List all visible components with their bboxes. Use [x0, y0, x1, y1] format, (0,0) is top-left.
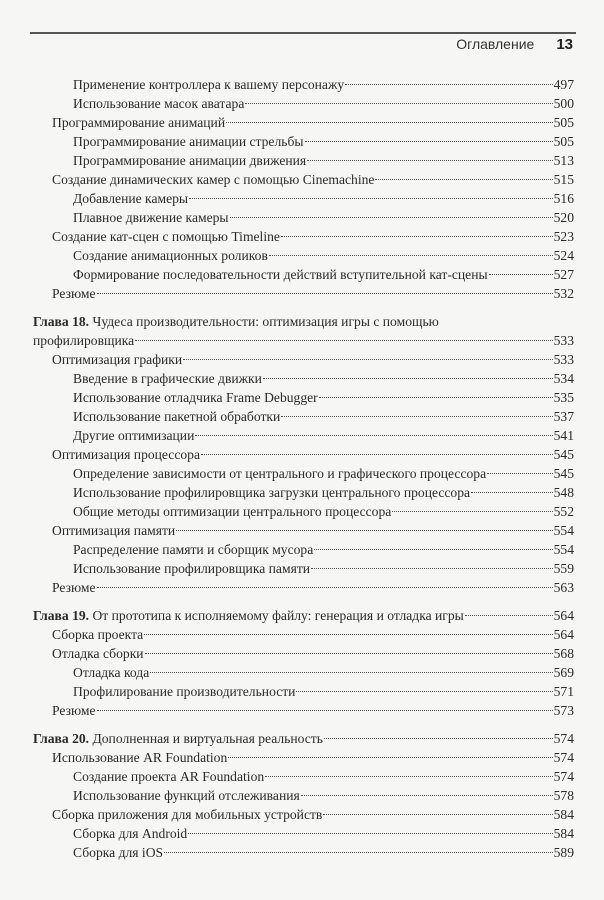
- chapter-heading-text: [33, 606, 464, 625]
- toc-entry[interactable]: [33, 682, 574, 701]
- toc-entry[interactable]: [33, 540, 574, 559]
- dot-leader: [265, 776, 552, 777]
- entry-title: Резюме: [52, 286, 96, 301]
- dot-leader: [296, 691, 552, 692]
- entry-page: 541: [553, 428, 574, 443]
- toc-entry[interactable]: [33, 208, 574, 227]
- chapter-title: Чудеса производительности: оптимизация игры с помощью: [92, 314, 439, 329]
- entry-title: Профилирование производительности: [73, 684, 296, 699]
- toc-entry[interactable]: [33, 94, 574, 113]
- chapter-label: Глава 20.: [33, 731, 90, 746]
- toc-entry[interactable]: [33, 824, 574, 843]
- entry-page: 552: [553, 504, 574, 519]
- entry-title: Формирование последовательности действий вступительной кат-сцены: [73, 267, 488, 282]
- entry-title: Добавление камеры: [73, 191, 189, 206]
- entry-page: 589: [553, 845, 574, 860]
- toc-entry[interactable]: [33, 388, 574, 407]
- dot-leader: [145, 653, 553, 654]
- header-rule: [30, 32, 576, 34]
- toc-section: [33, 312, 574, 597]
- entry-title: Программирование анимации стрельбы: [73, 134, 304, 149]
- dot-leader: [97, 710, 553, 711]
- dot-leader: [195, 435, 552, 436]
- dot-leader: [269, 255, 553, 256]
- entry-page: 520: [553, 210, 574, 225]
- entry-page: 548: [553, 485, 574, 500]
- entry-title: Сборка приложения для мобильных устройств: [52, 807, 323, 822]
- dot-leader: [305, 141, 553, 142]
- entry-page: 564: [553, 627, 574, 642]
- chapter-heading[interactable]: [33, 312, 574, 331]
- dot-leader: [150, 672, 552, 673]
- entry-title: Распределение памяти и сборщик мусора: [73, 542, 314, 557]
- entry-title: Использование функций отслеживания: [73, 788, 300, 803]
- table-of-contents: [33, 75, 574, 871]
- entry-title: Создание динамических камер с помощью Cinemachine: [52, 172, 375, 187]
- toc-entry[interactable]: [33, 521, 574, 540]
- entry-page: 584: [553, 807, 574, 822]
- dot-leader: [226, 122, 553, 123]
- toc-entry[interactable]: [33, 284, 574, 303]
- toc-entry[interactable]: [33, 426, 574, 445]
- dot-leader: [465, 615, 553, 616]
- chapter-title: Дополненная и виртуальная реальность: [92, 731, 323, 746]
- entry-page: 578: [553, 788, 574, 803]
- toc-entry[interactable]: [33, 189, 574, 208]
- entry-page: 523: [553, 229, 574, 244]
- toc-section: [33, 606, 574, 720]
- entry-page: 532: [553, 286, 574, 301]
- toc-entry[interactable]: [33, 113, 574, 132]
- dot-leader: [489, 274, 553, 275]
- chapter-title-cont: профилировщика: [33, 333, 135, 348]
- entry-title: Использование профилировщика памяти: [73, 561, 311, 576]
- toc-entry[interactable]: [33, 748, 574, 767]
- dot-leader: [230, 217, 553, 218]
- entry-title: Резюме: [52, 703, 96, 718]
- running-head-title: Оглавление: [456, 36, 535, 52]
- entry-title: Использование AR Foundation: [52, 750, 228, 765]
- entry-title: Определение зависимости от центрального и графического процессора: [73, 466, 487, 481]
- chapter-page: 574: [553, 731, 574, 746]
- toc-entry[interactable]: [33, 502, 574, 521]
- dot-leader: [183, 359, 552, 360]
- toc-entry[interactable]: [33, 663, 574, 682]
- entry-page: 527: [553, 267, 574, 282]
- toc-entry[interactable]: [33, 369, 574, 388]
- entry-page: 505: [553, 134, 574, 149]
- entry-title: Программирование анимации движения: [73, 153, 307, 168]
- dot-leader: [144, 634, 552, 635]
- entry-title: Другие оптимизации: [73, 428, 195, 443]
- toc-entry[interactable]: [33, 407, 574, 426]
- chapter-heading[interactable]: [33, 729, 574, 748]
- entry-page: 554: [553, 542, 574, 557]
- toc-entry[interactable]: [33, 805, 574, 824]
- toc-entry[interactable]: [33, 701, 574, 720]
- entry-page: 545: [553, 466, 574, 481]
- entry-title: Оптимизация памяти: [52, 523, 176, 538]
- entry-title: Использование отладчика Frame Debugger: [73, 390, 318, 405]
- dot-leader: [311, 568, 553, 569]
- toc-section: [33, 75, 574, 303]
- dot-leader: [188, 833, 552, 834]
- entry-page: 537: [553, 409, 574, 424]
- entry-page: 574: [553, 750, 574, 765]
- toc-entry[interactable]: [33, 350, 574, 369]
- entry-page: 513: [553, 153, 574, 168]
- entry-title: Создание проекта AR Foundation: [73, 769, 265, 784]
- entry-title: Отладка кода: [73, 665, 150, 680]
- entry-page: 533: [553, 352, 574, 367]
- entry-page: 554: [553, 523, 574, 538]
- chapter-page: 533: [553, 333, 574, 348]
- entry-title: Использование пакетной обработки: [73, 409, 281, 424]
- entry-page: 569: [553, 665, 574, 680]
- dot-leader: [392, 511, 552, 512]
- entry-page: 559: [553, 561, 574, 576]
- entry-title: Сборка для iOS: [73, 845, 164, 860]
- dot-leader: [97, 587, 553, 588]
- dot-leader: [281, 416, 552, 417]
- chapter-heading[interactable]: [33, 606, 574, 625]
- entry-title: Использование профилировщика загрузки центрального процессора: [73, 485, 471, 500]
- dot-leader: [176, 530, 552, 531]
- entry-page: 515: [553, 172, 574, 187]
- chapter-title: От прототипа к исполняемому файлу: генерация и отладка игры: [92, 608, 464, 623]
- dot-leader: [97, 293, 553, 294]
- toc-entry[interactable]: [33, 445, 574, 464]
- entry-page: 584: [553, 826, 574, 841]
- toc-entry[interactable]: [33, 75, 574, 94]
- page-number: 13: [556, 36, 573, 53]
- entry-page: 516: [553, 191, 574, 206]
- toc-entry[interactable]: [33, 151, 574, 170]
- dot-leader: [135, 340, 552, 341]
- dot-leader: [301, 795, 553, 796]
- toc-section: [33, 729, 574, 862]
- entry-title: Общие методы оптимизации центрального процессора: [73, 504, 392, 519]
- entry-page: 545: [553, 447, 574, 462]
- entry-page: 535: [553, 390, 574, 405]
- toc-entry[interactable]: [33, 464, 574, 483]
- chapter-heading-cont[interactable]: [33, 331, 574, 350]
- entry-page: 505: [553, 115, 574, 130]
- toc-entry[interactable]: [33, 578, 574, 597]
- entry-title: Оптимизация процессора: [52, 447, 200, 462]
- toc-entry[interactable]: [33, 246, 574, 265]
- toc-entry[interactable]: [33, 843, 574, 862]
- entry-page: 563: [553, 580, 574, 595]
- entry-title: Создание анимационных роликов: [73, 248, 268, 263]
- toc-entry[interactable]: [33, 265, 574, 284]
- running-head: [456, 36, 573, 53]
- entry-title: Введение в графические движки: [73, 371, 262, 386]
- entry-page: 574: [553, 769, 574, 784]
- toc-entry[interactable]: [33, 786, 574, 805]
- dot-leader: [487, 473, 552, 474]
- entry-title: Отладка сборки: [52, 646, 144, 661]
- chapter-label: Глава 18.: [33, 314, 90, 329]
- dot-leader: [228, 757, 552, 758]
- dot-leader: [245, 103, 552, 104]
- entry-title: Плавное движение камеры: [73, 210, 229, 225]
- chapter-label: Глава 19.: [33, 608, 90, 623]
- dot-leader: [201, 454, 553, 455]
- dot-leader: [307, 160, 552, 161]
- dot-leader: [281, 236, 553, 237]
- dot-leader: [324, 738, 553, 739]
- dot-leader: [263, 378, 553, 379]
- entry-title: Оптимизация графики: [52, 352, 183, 367]
- dot-leader: [319, 397, 553, 398]
- entry-page: 573: [553, 703, 574, 718]
- entry-page: 571: [553, 684, 574, 699]
- entry-title: Резюме: [52, 580, 96, 595]
- dot-leader: [164, 852, 553, 853]
- entry-title: Использование масок аватара: [73, 96, 245, 111]
- entry-page: 524: [553, 248, 574, 263]
- dot-leader: [471, 492, 553, 493]
- toc-entry[interactable]: [33, 767, 574, 786]
- toc-entry[interactable]: [33, 170, 574, 189]
- dot-leader: [189, 198, 553, 199]
- entry-title: Создание кат-сцен с помощью Timeline: [52, 229, 280, 244]
- toc-entry[interactable]: [33, 132, 574, 151]
- toc-entry[interactable]: [33, 483, 574, 502]
- toc-entry[interactable]: [33, 644, 574, 663]
- toc-entry[interactable]: [33, 625, 574, 644]
- entry-page: 568: [553, 646, 574, 661]
- dot-leader: [314, 549, 552, 550]
- entry-title: Сборка проекта: [52, 627, 144, 642]
- entry-page: 500: [553, 96, 574, 111]
- dot-leader: [323, 814, 552, 815]
- entry-title: Сборка для Android: [73, 826, 188, 841]
- toc-entry[interactable]: [33, 227, 574, 246]
- toc-entry[interactable]: [33, 559, 574, 578]
- entry-title: Применение контроллера к вашему персонажу: [73, 77, 345, 92]
- dot-leader: [375, 179, 552, 180]
- entry-page: 534: [553, 371, 574, 386]
- dot-leader: [345, 84, 552, 85]
- chapter-heading-text: [33, 729, 323, 748]
- entry-title: Программирование анимаций: [52, 115, 226, 130]
- entry-page: 497: [553, 77, 574, 92]
- chapter-page: 564: [553, 608, 574, 623]
